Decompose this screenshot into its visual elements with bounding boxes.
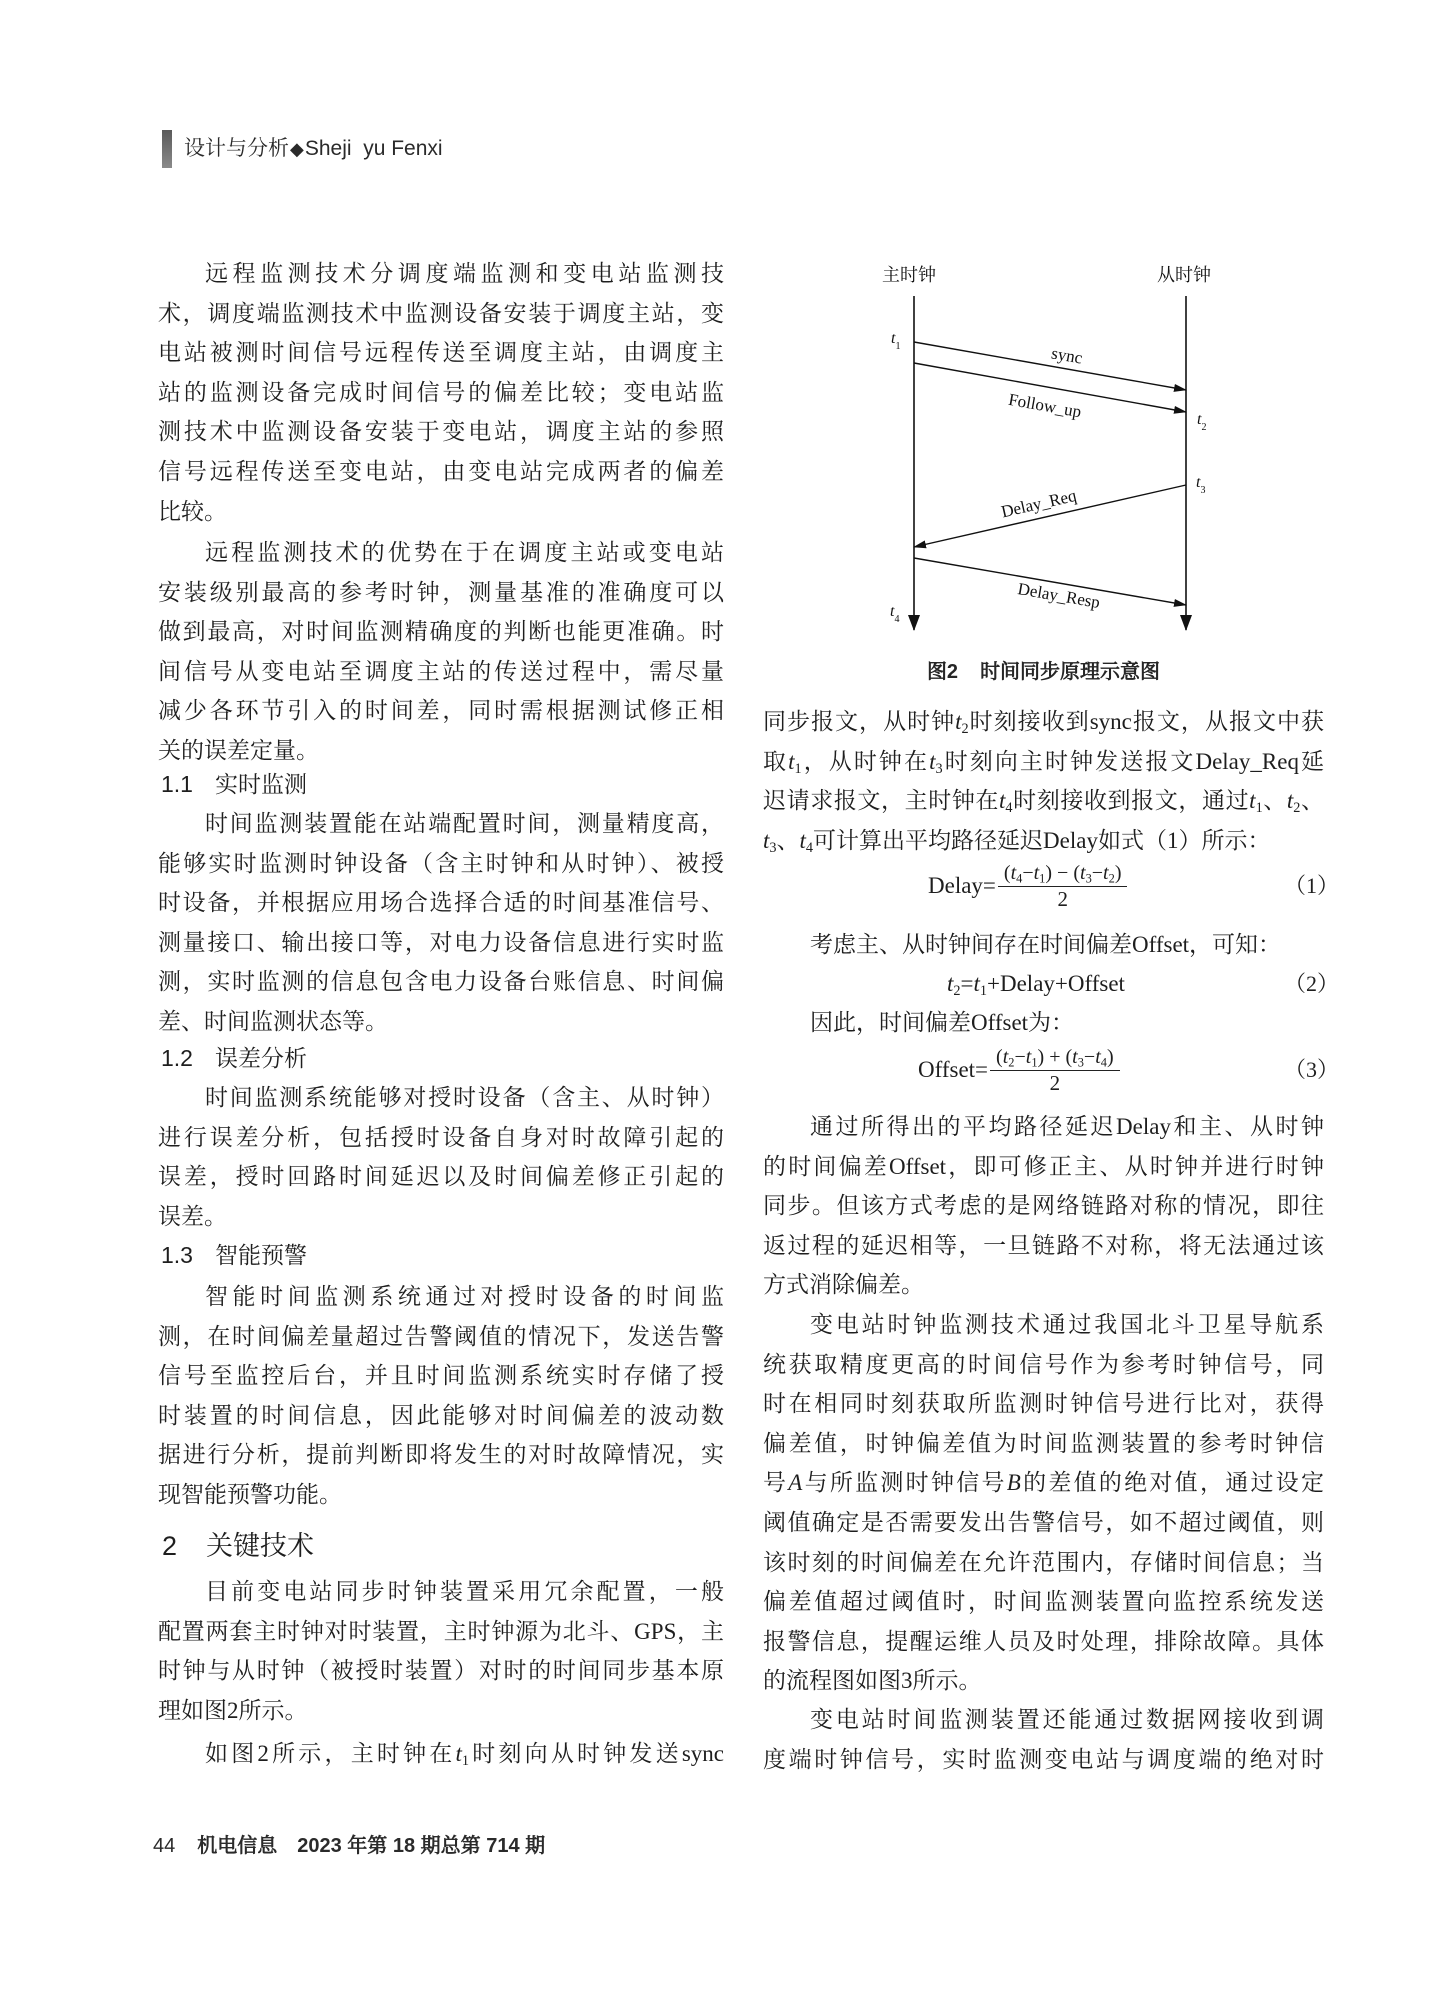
variable-symbol: t <box>1010 861 1017 884</box>
paragraph-line: 减少各环节引入的时间差，同时需根据测试修正相 <box>158 698 724 724</box>
paragraph <box>763 1700 1324 1779</box>
variable-symbol: t <box>1095 1045 1101 1068</box>
section-pinyin: Sheji yu Fenxi <box>304 137 443 160</box>
variable-symbol: t <box>973 971 980 996</box>
variable-subscript: 3 <box>1085 870 1092 885</box>
variable-subscript: 2 <box>953 982 961 999</box>
equation-1 <box>928 860 1127 912</box>
variable-symbol: t <box>1196 474 1201 491</box>
variable-subscript: 3 <box>769 839 777 856</box>
variable-t4 <box>1095 1046 1107 1068</box>
variable-symbol: t <box>1103 861 1109 884</box>
paragraph-line: 理如图2所示。 <box>158 1697 308 1723</box>
fraction-denominator: 2 <box>1049 1070 1061 1095</box>
paragraph-line: 时钟与从时钟（被授时装置）对时的时间同步基本原 <box>158 1658 724 1684</box>
variable-symbol: t <box>1286 788 1294 814</box>
variable-B: B <box>1006 1470 1021 1496</box>
equation-2 <box>947 964 1125 1004</box>
equation-3 <box>918 1044 1120 1096</box>
chapter-title: 关键技术 <box>206 1531 314 1561</box>
paragraph-line: 偏差值，时钟偏差值为时间监测装置的参考时钟信 <box>763 1430 1324 1456</box>
paragraph-line: 做到最高，对时间监测精确度的判断也能更准确。时 <box>158 619 724 645</box>
t3-label <box>1196 474 1205 496</box>
fraction <box>990 1045 1120 1096</box>
variable-subscript: 1 <box>461 1752 470 1769</box>
variable-subscript: 1 <box>1031 1054 1038 1069</box>
text-run: 时刻接收到报文，通过 <box>1012 788 1250 814</box>
paragraph-line: 误差。 <box>158 1203 227 1229</box>
variable-subscript: 4 <box>805 839 814 856</box>
section-title: 误差分析 <box>215 1045 307 1071</box>
paragraph-line <box>763 821 1324 861</box>
operator: − <box>1014 1045 1026 1068</box>
fraction-denominator: 2 <box>1057 886 1068 911</box>
variable-symbol: t <box>929 748 936 774</box>
paragraph-line: 因此，时间偏差Offset为： <box>810 1010 1075 1035</box>
paragraph-line: 该时刻的时间偏差在允许范围内，存储时间信息；当 <box>763 1549 1324 1575</box>
variable-symbol: t <box>955 709 962 734</box>
paragraph <box>158 254 724 531</box>
paragraph-line: 信号远程传送至变电站，由变电站完成两者的偏差 <box>158 458 724 484</box>
variable-symbol: t <box>1033 861 1040 884</box>
variable-t4 <box>1011 862 1023 884</box>
paragraph-line <box>763 702 1324 742</box>
issue-info: 2023 年第 18 期总第 714 期 <box>297 1835 546 1857</box>
variable-symbol: t <box>999 788 1006 814</box>
operator: − <box>1091 861 1104 884</box>
figure-number: 图2 <box>926 661 959 683</box>
variable-subscript: 4 <box>894 613 900 625</box>
text-run: 号 <box>763 1470 789 1496</box>
paragraph-line: 时设备，并根据应用场合选择合适的时间基准信号、 <box>158 890 724 916</box>
paragraph-line: 进行误差分析，包括授时设备自身对时故障引起的 <box>158 1124 724 1150</box>
variable-t1 <box>1249 788 1263 817</box>
paragraph-line: 时装置的时间信息，因此能够对时间偏差的波动数 <box>158 1402 724 1428</box>
paragraph-line: 变电站时间监测装置还能通过数据网接收到调 <box>810 1707 1324 1732</box>
paragraph <box>763 1305 1324 1701</box>
section-heading <box>158 764 724 804</box>
operator: − <box>1083 1045 1096 1068</box>
section-name: 设计与分析 <box>184 137 289 160</box>
paragraph-line: 术，调度端监测技术中监测设备安装于调度主站，变 <box>158 300 724 326</box>
variable-subscript: 3 <box>1077 1054 1084 1069</box>
paren: ( <box>1003 861 1011 884</box>
chapter-number: 2 <box>162 1531 178 1561</box>
text-run: 可计算出平均路径延迟Delay如式（1）所示： <box>813 827 1271 853</box>
paragraph-line: 能够实时监测时钟设备（含主时钟和从时钟）、被授 <box>158 850 724 876</box>
variable-t3 <box>1072 1046 1084 1068</box>
variable-symbol: t <box>1072 1045 1078 1068</box>
text-run: 时刻向从时钟发送sync <box>469 1741 724 1766</box>
variable-t3 <box>929 748 943 777</box>
text-run: 、 <box>1262 788 1287 814</box>
running-header <box>184 131 443 167</box>
section-title: 实时监测 <box>215 771 307 797</box>
variable-subscript: 4 <box>1100 1054 1107 1069</box>
text-run: 如图2所示，主时钟在 <box>205 1741 456 1766</box>
page-number: 44 <box>153 1835 176 1857</box>
variable-t3 <box>763 827 777 856</box>
figure-caption <box>763 654 1324 690</box>
paragraph-line: 返过程的延迟相等，一旦链路不对称，将无法通过该 <box>763 1232 1324 1258</box>
paragraph-line: 比较。 <box>158 498 227 524</box>
section-number: 1.1 <box>161 771 193 797</box>
paragraph <box>158 1572 724 1730</box>
paren: ( <box>996 1045 1003 1068</box>
paragraph-line: 智能时间监测系统通过对授时设备的时间监 <box>205 1284 724 1309</box>
paragraph-line: 配置两套主时钟对时装置，主时钟源为北斗、GPS，主 <box>158 1618 724 1644</box>
variable-subscript: 3 <box>935 760 943 777</box>
page-footer <box>153 1830 545 1862</box>
variable-t1 <box>1026 1046 1038 1068</box>
t1-label <box>891 330 900 352</box>
paragraph-line <box>158 1734 724 1774</box>
chapter-heading <box>158 1524 724 1568</box>
variable-A: A <box>788 1470 803 1496</box>
delay-resp-label: Delay_Resp <box>1016 579 1102 613</box>
paragraph <box>158 804 724 1042</box>
paragraph-line: 目前变电站同步时钟装置采用冗余配置，一般 <box>205 1579 724 1604</box>
paragraph-line: 测，实时监测的信息包含电力设备台账信息、时间偏 <box>158 969 724 995</box>
paren: ) <box>1106 1045 1114 1068</box>
variable-subscript: 1 <box>1039 870 1046 885</box>
paragraph-line: 间信号从变电站至调度主站的传送过程中，需尽量 <box>158 658 724 684</box>
paragraph-line: 远程监测技术的优势在于在调度主站或变电站 <box>205 540 724 565</box>
text-run: 、 <box>776 827 800 853</box>
variable-subscript: 1 <box>1255 800 1263 817</box>
paragraph <box>763 1003 1324 1043</box>
paren: ) <box>1114 861 1122 884</box>
delay-req-label: Delay_Req <box>999 485 1079 522</box>
journal-name: 机电信息 <box>197 1835 278 1857</box>
section-heading <box>158 1235 724 1275</box>
paragraph-line: 阈值确定是否需要发出告警信号，如不超过阈值，则 <box>763 1509 1324 1535</box>
paragraph <box>158 1078 724 1236</box>
paren: ( <box>1073 861 1080 884</box>
variable-subscript: 4 <box>1005 800 1013 817</box>
paren: ) <box>1037 1045 1045 1068</box>
equation-lhs: Delay= <box>928 873 996 898</box>
variable-t3 <box>1080 862 1092 884</box>
equation-number: （3） <box>1284 1057 1340 1082</box>
equation-number: （1） <box>1284 873 1340 898</box>
variable-symbol: t <box>1025 1045 1032 1068</box>
time-sync-diagram <box>860 255 1240 640</box>
text-run: 迟请求报文，主时钟在 <box>763 788 1000 814</box>
variable-symbol: t <box>890 603 895 620</box>
operator: = <box>960 971 974 996</box>
variable-subscript: 3 <box>1200 484 1206 496</box>
paragraph-line: 远程监测技术分调度端监测和变电站监测技 <box>205 261 724 286</box>
paragraph <box>763 702 1324 860</box>
follow-up-label: Follow_up <box>1007 389 1083 422</box>
t2-label <box>1197 411 1206 433</box>
paragraph-line: 时在相同时刻获取所监测时钟信号进行比对，获得 <box>763 1391 1324 1417</box>
paren: ) <box>1045 861 1053 884</box>
diamond-icon: ◆ <box>290 139 304 159</box>
variable-subscript: 2 <box>1293 800 1301 817</box>
paragraph <box>763 925 1324 965</box>
paragraph-line: 差、时间监测状态等。 <box>158 1008 388 1034</box>
variable-t1 <box>973 971 988 999</box>
paragraph-line: 安装级别最高的参考时钟，测量基准的准确度可以 <box>158 579 724 605</box>
variable-subscript: 1 <box>979 982 988 999</box>
fraction-numerator <box>998 861 1128 887</box>
paragraph-line <box>763 742 1324 782</box>
variable-subscript: 2 <box>961 720 969 737</box>
paragraph-line: 报警信息，提醒运维人员及时处理，排除故障。具体 <box>763 1628 1324 1654</box>
text-run: 取 <box>763 748 789 774</box>
paragraph-line: 的流程图如图3所示。 <box>763 1668 982 1694</box>
text-run: 同步报文，从时钟 <box>763 709 956 734</box>
slave-clock-label: 从时钟 <box>1157 265 1211 285</box>
paragraph-line: 的时间偏差Offset，即可修正主、从时钟并进行时钟 <box>763 1153 1324 1179</box>
paragraph-line <box>763 1463 1324 1503</box>
paragraph-line: 考虑主、从时钟间存在时间偏差Offset，可知： <box>810 932 1282 957</box>
variable-subscript: 2 <box>1008 1054 1015 1069</box>
equation-rest: +Delay+Offset <box>987 971 1125 996</box>
text-run: 的差值的绝对值，通过设定 <box>1020 1470 1325 1496</box>
paragraph-line: 电站被测时间信号远程传送至调度主站，由调度主 <box>158 340 724 366</box>
variable-symbol: t <box>799 827 806 853</box>
equation-number: （2） <box>1284 971 1340 996</box>
variable-subscript: 1 <box>794 760 802 777</box>
paragraph-line: 时间监测装置能在站端配置时间，测量精度高， <box>205 811 724 836</box>
paragraph-line: 现智能预警功能。 <box>158 1481 342 1507</box>
paragraph-line: 据进行分析，提前判断即将发生的对时故障情况，实 <box>158 1442 724 1468</box>
variable-t2 <box>955 709 969 737</box>
variable-symbol: t <box>1249 788 1256 814</box>
paragraph-line: 测量接口、输出接口等，对电力设备信息进行实时监 <box>158 929 724 955</box>
section-heading <box>158 1038 724 1078</box>
variable-t1 <box>455 1741 470 1769</box>
variable-t2 <box>1103 862 1115 884</box>
variable-symbol: t <box>947 971 954 996</box>
text-run: 时刻接收到sync报文，从报文中获 <box>968 709 1324 734</box>
variable-t4 <box>799 827 814 856</box>
sync-arrow <box>914 342 1186 390</box>
paragraph-line: 变电站时钟监测技术通过我国北斗卫星导航系 <box>810 1312 1324 1337</box>
section-number: 1.2 <box>161 1045 193 1071</box>
master-clock-label: 主时钟 <box>882 265 936 285</box>
paragraph-line: 测技术中监测设备安装于变电站，调度主站的参照 <box>158 419 724 445</box>
operator: − <box>1022 861 1034 884</box>
variable-symbol: t <box>788 748 795 774</box>
paragraph-line: 信号至监控后台，并且时间监测系统实时存储了授 <box>158 1363 724 1389</box>
text-run: 时刻向主时钟发送报文Delay_Req延 <box>942 748 1325 774</box>
variable-symbol: t <box>1002 1045 1009 1068</box>
variable-t2 <box>1286 788 1301 817</box>
paragraph-line: 偏差值超过阈值时，时间监测装置向监控系统发送 <box>763 1589 1324 1615</box>
paragraph-line: 关的误差定量。 <box>158 737 319 763</box>
text-run: 、 <box>1300 788 1325 814</box>
fraction <box>998 861 1128 912</box>
variable-subscript: 1 <box>895 340 901 352</box>
paragraph <box>158 1277 724 1515</box>
paragraph-line: 站的监测设备完成时间信号的偏差比较；变电站监 <box>158 379 724 405</box>
variable-t4 <box>999 788 1013 817</box>
paragraph <box>158 533 724 771</box>
equation-lhs: Offset= <box>918 1057 989 1082</box>
text-run: 与所监测时钟信号 <box>802 1470 1007 1496</box>
variable-symbol: t <box>1197 411 1202 428</box>
paragraph-line <box>763 781 1324 821</box>
operator: − <box>1052 861 1074 884</box>
paragraph-line: 通过所得出的平均路径延迟Delay和主、从时钟 <box>810 1114 1324 1139</box>
sync-label: sync <box>1049 343 1084 368</box>
variable-t2 <box>947 971 961 999</box>
variable-t2 <box>1003 1046 1015 1068</box>
paragraph-line: 误差，授时回路时间延迟以及时间偏差修正引起的 <box>158 1164 724 1190</box>
variable-subscript: 4 <box>1016 870 1023 885</box>
variable-t1 <box>1034 862 1046 884</box>
variable-subscript: 2 <box>1108 870 1115 885</box>
variable-symbol: t <box>763 827 770 853</box>
section-title: 智能预警 <box>215 1242 307 1268</box>
figure-title: 时间同步原理示意图 <box>980 661 1161 683</box>
paragraph-line: 统获取精度更高的时间信号作为参考时钟信号，同 <box>763 1351 1324 1377</box>
paragraph <box>763 1107 1324 1305</box>
header-bar <box>162 130 172 168</box>
paragraph-line: 测，在时间偏差量超过告警阈值的情况下，发送告警 <box>158 1323 724 1349</box>
section-number: 1.3 <box>161 1242 193 1268</box>
t4-label <box>890 603 899 625</box>
paragraph-line: 时间监测系统能够对授时设备（含主、从时钟） <box>205 1085 724 1110</box>
variable-symbol: t <box>1080 861 1086 884</box>
variable-symbol: t <box>891 330 896 347</box>
paragraph <box>158 1734 724 1774</box>
operator: + <box>1044 1045 1066 1068</box>
paragraph-line: 方式消除偏差。 <box>763 1272 924 1298</box>
paragraph-line: 度端时钟信号，实时监测变电站与调度端的绝对时 <box>763 1746 1324 1772</box>
text-run: ，从时钟在 <box>801 748 930 774</box>
variable-t1 <box>788 748 802 777</box>
fraction-numerator <box>990 1045 1120 1071</box>
variable-subscript: 2 <box>1201 421 1207 433</box>
paragraph-line: 同步。但该方式考虑的是网络链路对称的情况，即往 <box>763 1193 1324 1219</box>
variable-symbol: t <box>455 1741 462 1766</box>
paren: ( <box>1065 1045 1073 1068</box>
